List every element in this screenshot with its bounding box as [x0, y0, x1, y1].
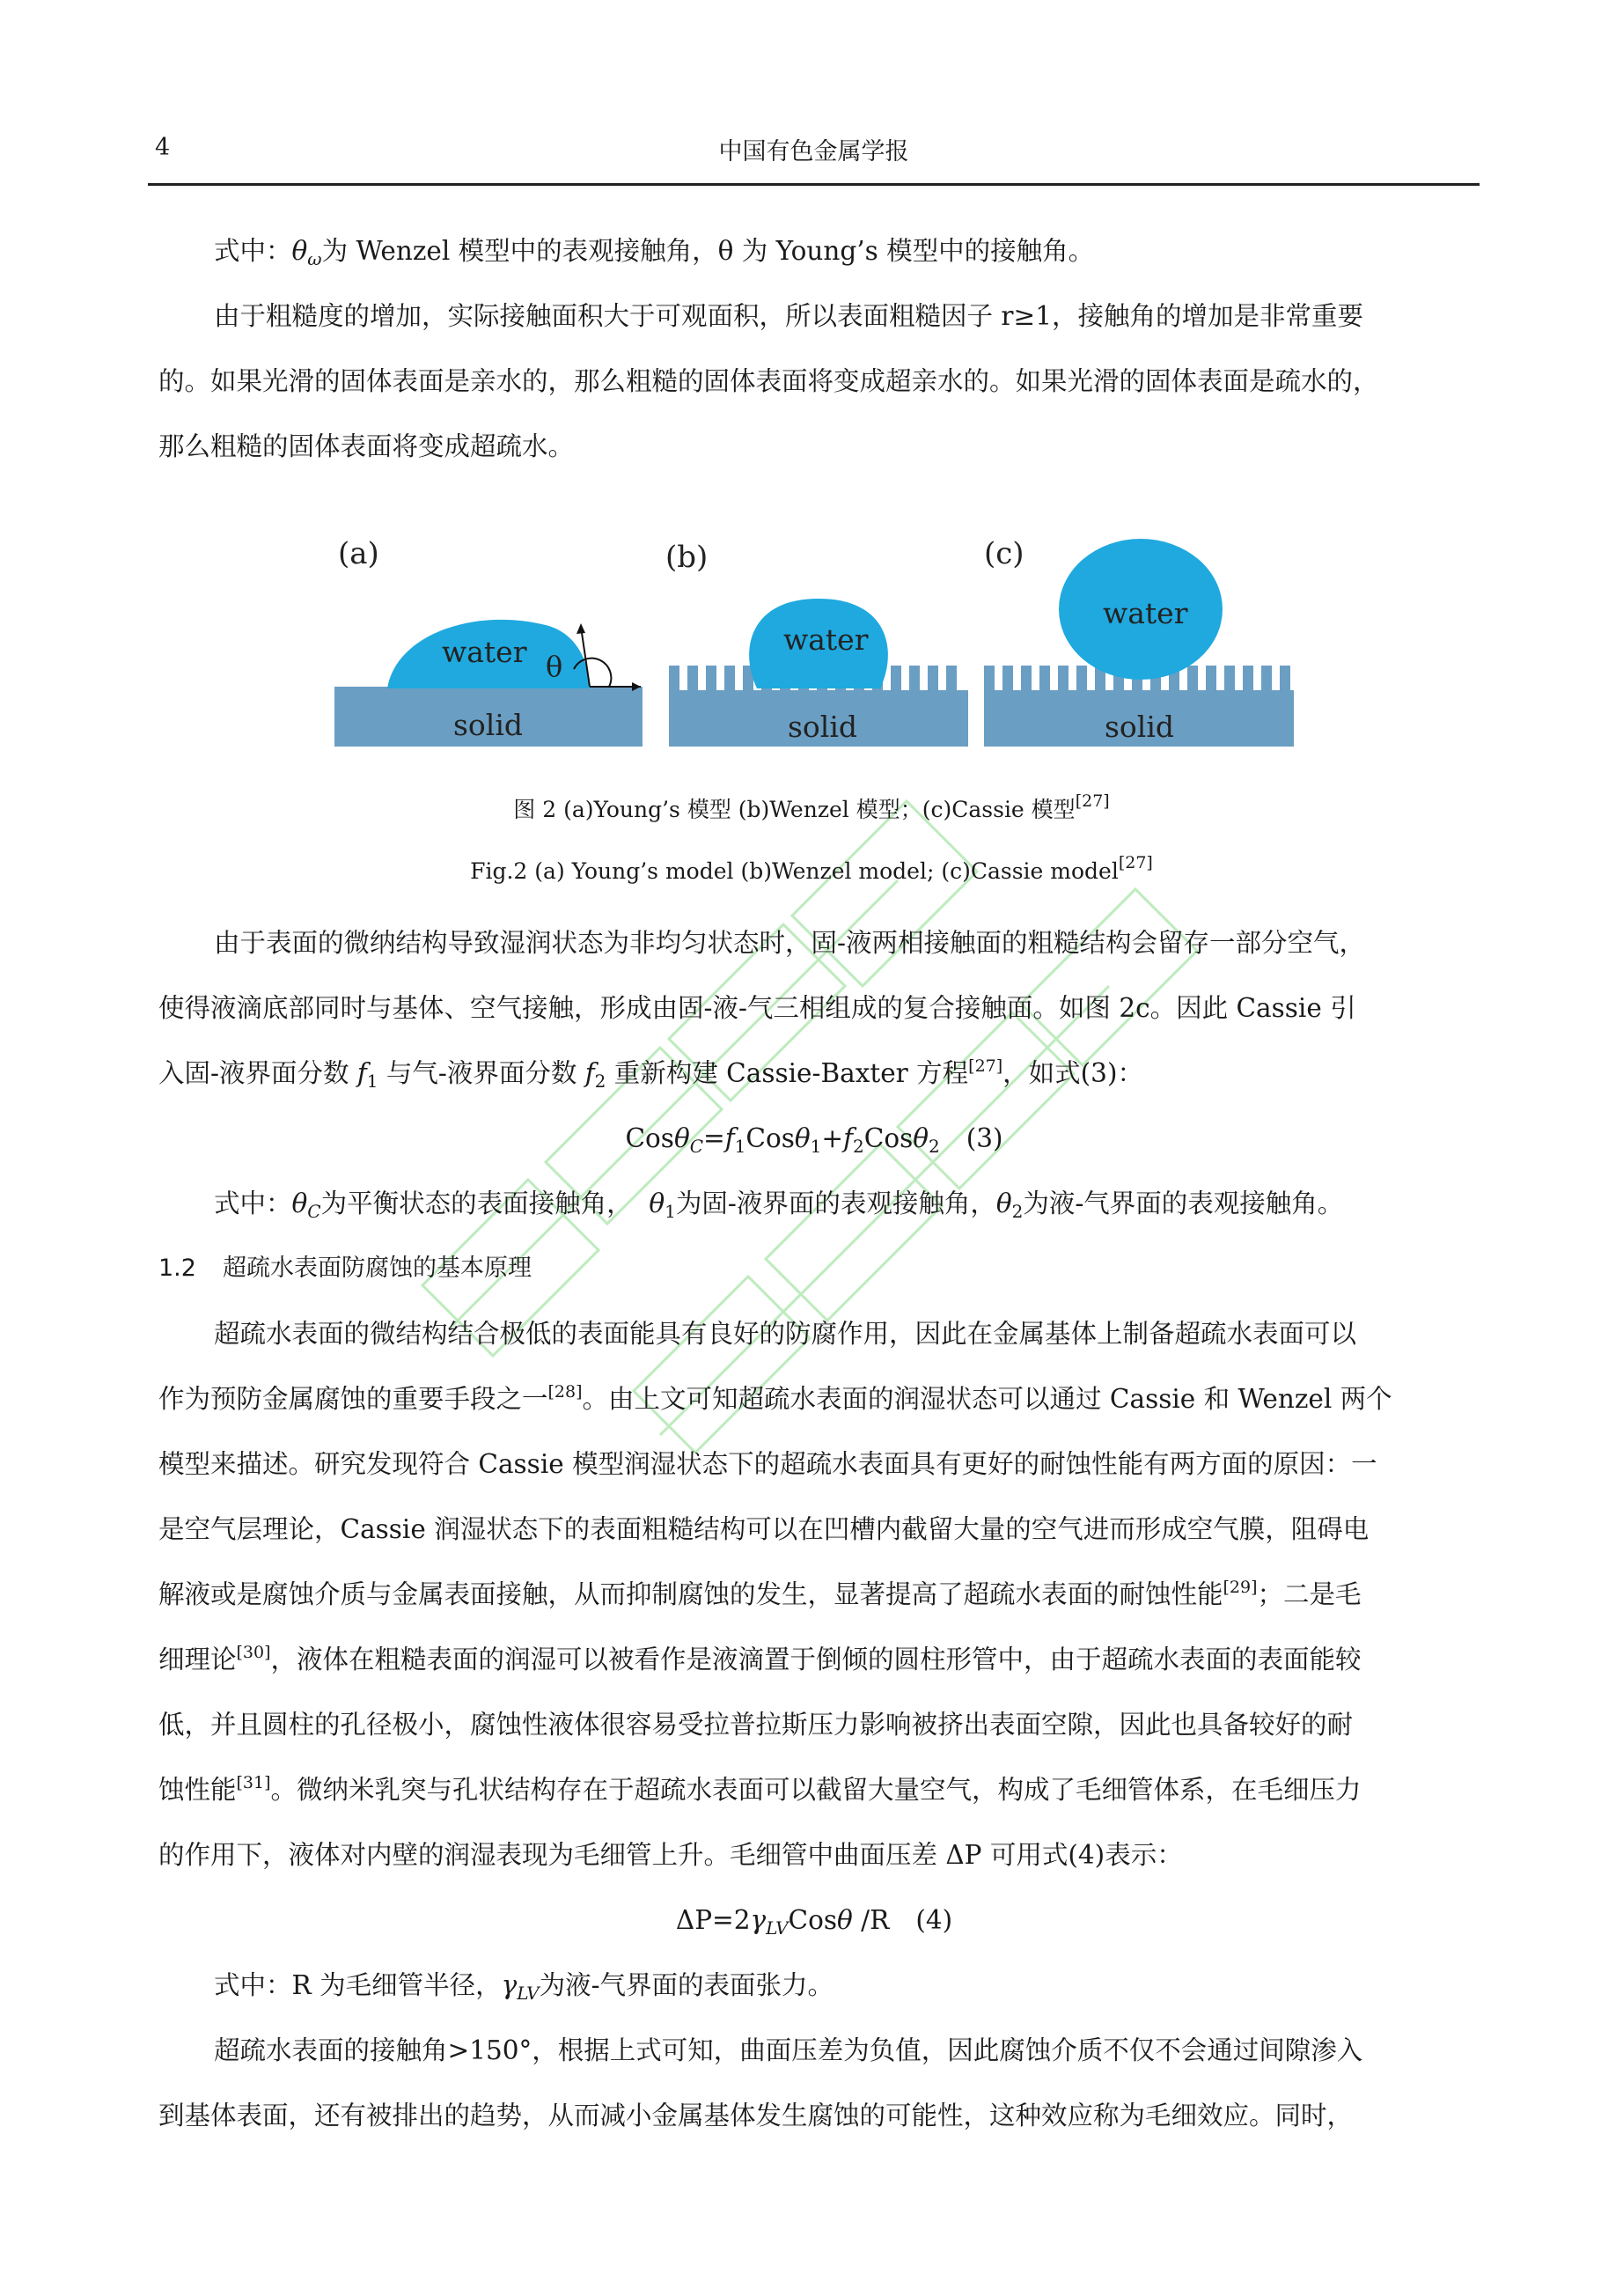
paragraph-capillary-symbols: 式中：R 为毛细管半径，$\gamma_{LV}$为液-气界面的表面张力。: [214, 1970, 834, 2004]
surface-pillar: [946, 666, 957, 692]
surface-pillar: [687, 666, 698, 692]
section-title: 超疏水表面防腐蚀的基本原理: [222, 1255, 532, 1282]
panel-c-label: (c): [984, 536, 1024, 571]
surface-pillar: [1261, 666, 1272, 692]
panel-b-water-label: water: [783, 622, 869, 657]
surface-pillar: [1224, 666, 1235, 692]
figure-2-wetting-models: [326, 528, 1303, 766]
surface-pillar: [1206, 666, 1216, 692]
section-heading: [158, 1236, 1470, 1301]
panel-c-solid-label: solid: [1105, 710, 1175, 744]
surface-pillar: [1021, 666, 1032, 692]
panel-a-solid-label: solid: [453, 708, 524, 742]
panel-b-wenzel: [665, 540, 968, 747]
text-block-main: 由于表面的微纳结构导致湿润状态为非均匀状态时，固-液两相接触面的粗糙结构会留存一部分空气， 使得液滴底部同时与基体、空气接触，形成由固-液-气三相组成的复合接触面。如图 2c。因此 Cassie 引 入固-液界面分数 $f_1$ 与气-液界面分数 $f_2$ 重新构建 Cassie-Baxter 方程[27]，如式(3)： $Cos\theta_C=f_1Cos\theta_1+f_2Cos\theta_2$ (3) 式中：$\theta_C$为平衡状态的表面接触角， $\theta_1$为固-液界面的表观接触角，$\theta_2$为液-气界面的表观接触角。 1.2 超疏水表面防腐蚀的基本原理 超疏水表面的微结构结合极低的表面能具有良好的防腐作用，因此在金属基体上制备超疏水表面可以 作为预防金属腐蚀的重要手段之一[28]。由上文可知超疏水表面的润湿状态可以通过 Cassie 和 Wenzel 两个 模型来描述。研究发现符合 Cassie 模型润湿状态下的超疏水表面具有更好的耐蚀性能有两方面的原因：一 是空气层理论，Cassie 润湿状态下的表面粗糙结构可以在凹槽内截留大量的空气进而形成空气膜，阻碍电 解液或是腐蚀介质与金属表面接触，从而抑制腐蚀的发生，显著提高了超疏水表面的耐蚀性能[29]；二是毛 细理论[30]，液体在粗糙表面的润湿可以被看作是液滴置于倒倾的圆柱形管中，由于超疏水表面的表面能较 低，并且圆柱的孔径极小，腐蚀性液体很容易受拉普拉斯压力影响被挤出表面空隙，因此也具备较好的耐 蚀性能[31]。微纳米乳突与孔状结构存在于超疏水表面可以截留大量空气，构成了毛细管体系，在毛细压力 的作用下，液体对内壁的润湿表现为毛细管上升。毛细管中曲面压差 ΔP 可用式(4)表示： $\Delta P=2\gamma_{LV}Cos\theta$ /R (4) 式中：R 为毛细管半径，$\gamma_{LV}$为液-气界面的表面张力。 超疏水表面的接触角>150°，根据上式可知，曲面压差为负值，因此腐蚀介质不仅不会通过间隙渗入 到基体表面，还有被排出的趋势，从而减小金属基体发生腐蚀的可能性，这种效应称为毛细效应。同时，: [158, 910, 1470, 2148]
surface-pillar: [706, 666, 716, 692]
surface-pillar: [928, 666, 938, 692]
paragraph-anticorrosion: 超疏水表面的微结构结合极低的表面能具有良好的防腐作用，因此在金属基体上制备超疏水表面可以: [214, 1319, 1357, 1349]
page-header: [148, 132, 1480, 186]
equation-4: $\Delta P=2\gamma_{LV}Cos\theta$ /R (4): [675, 1905, 953, 1939]
paragraph-cassie: 由于表面的微纳结构导致湿润状态为非均匀状态时，固-液两相接触面的粗糙结构会留存一部分空气，: [214, 928, 1365, 958]
text-block-top: 式中：$\theta_\omega$为 Wenzel 模型中的表观接触角，θ 为 Young’s 模型中的接触角。 由于粗糙度的增加，实际接触面积大于可观面积，所以表面粗糙因子 r≥1，接触角的增加是非常重要 的。如果光滑的固体表面是亲水的，那么粗糙的固体表面将变成超亲水的。如果光滑的固体表面是疏水的， 那么粗糙的固体表面将变成超疏水。: [158, 218, 1470, 479]
surface-pillar: [1039, 666, 1050, 692]
panel-a-water-label: water: [442, 635, 527, 669]
panel-a-label: (a): [338, 536, 379, 571]
panel-b-label: (b): [665, 540, 709, 575]
page-number: 4: [155, 134, 171, 161]
surface-pillar: [1187, 666, 1198, 692]
surface-pillar: [891, 666, 901, 692]
equation-3: $Cos\theta_C=f_1Cos\theta_1+f_2Cos\theta_2$ (3): [625, 1123, 1003, 1157]
paragraph-cassie-symbols: 式中：$\theta_C$为平衡状态的表面接触角， $\theta_1$为固-液界面的表观接触角，$\theta_2$为液-气界面的表观接触角。: [214, 1188, 1344, 1222]
paragraph-roughness: 由于粗糙度的增加，实际接触面积大于可观面积，所以表面粗糙因子 r≥1，接触角的增加是非常重要: [214, 301, 1363, 331]
panel-a-young: [334, 536, 643, 747]
surface-pillar: [984, 666, 995, 692]
surface-pillar: [909, 666, 920, 692]
panel-c-water-label: water: [1103, 596, 1188, 630]
panel-b-solid-label: solid: [788, 710, 858, 744]
surface-pillar: [1076, 666, 1087, 692]
surface-pillar: [1058, 666, 1069, 692]
figure-caption-cn: 图 2 (a)Young’s 模型 (b)Wenzel 模型；(c)Cassie 模型[27]: [513, 791, 1110, 822]
journal-title: 中国有色金属学报: [718, 138, 909, 166]
surface-pillar: [724, 666, 735, 692]
surface-pillar: [669, 666, 679, 692]
surface-pillar: [1002, 666, 1013, 692]
figure-caption-en: Fig.2 (a) Young’s model (b)Wenzel model; (c)Cassie model[27]: [470, 853, 1153, 884]
panel-c-cassie: [984, 536, 1294, 747]
panel-a-theta-label: θ: [546, 650, 563, 683]
surface-pillar: [1243, 666, 1253, 692]
paragraph-capillary-effect: 超疏水表面的接触角>150°，根据上式可知，曲面压差为负值，因此腐蚀介质不仅不会通过间隙渗入: [214, 2035, 1363, 2065]
surface-pillar: [1280, 666, 1290, 692]
section-number: 1.2: [158, 1255, 196, 1282]
paragraph-wenzel-def: 式中：$\theta_\omega$为 Wenzel 模型中的表观接触角，θ 为 Young’s 模型中的接触角。: [214, 236, 1095, 269]
